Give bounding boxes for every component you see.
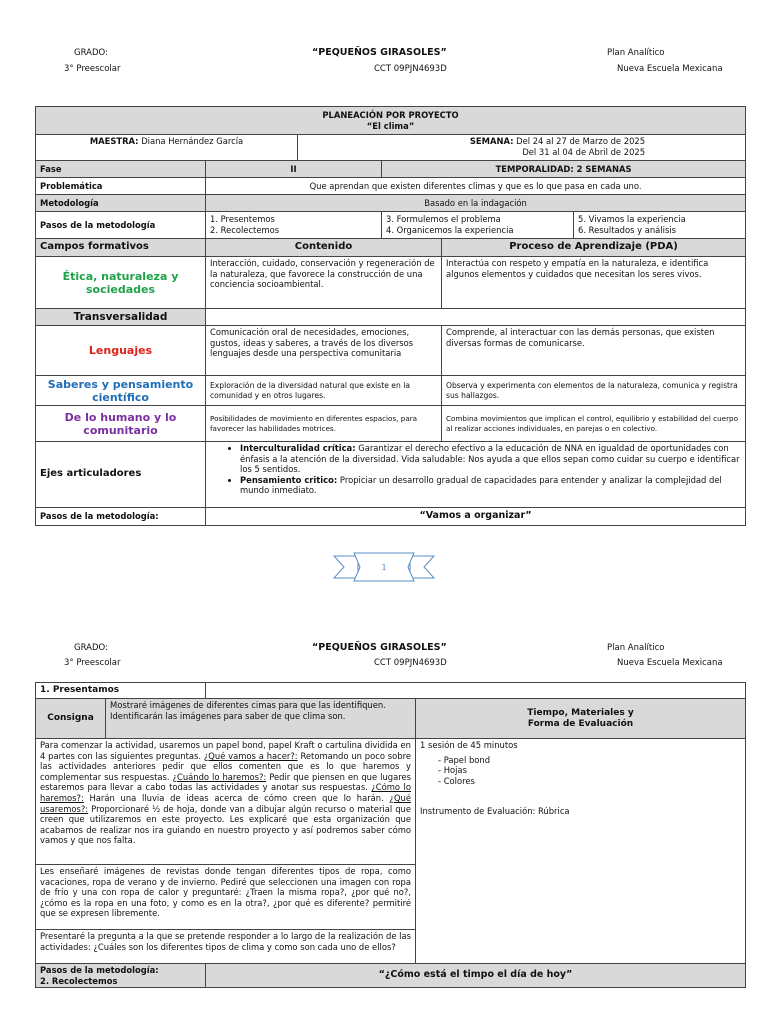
paso-3: 3. Formulemos el problema: [386, 214, 501, 225]
p1-a3: Harán una lluvia de ideas acerca de cómo creen que lo harán.: [83, 792, 384, 803]
paso-6: 6. Resultados y análisis: [578, 225, 677, 235]
plan-label-2: Plan Analítico: [607, 643, 665, 653]
eje-1-title: Interculturalidad crítica:: [240, 443, 356, 453]
maestra-label: MAESTRA:: [89, 136, 139, 146]
grado-value: 3° Preescolar: [64, 64, 121, 74]
pda-label: Proceso de Aprendizaje (PDA): [442, 239, 746, 257]
material-item: - Hojas: [438, 765, 741, 776]
campo-saberes: Saberes y pensamiento científico: [36, 376, 206, 406]
transversalidad-label: Transversalidad: [36, 309, 206, 326]
fase-label: Fase: [36, 161, 206, 178]
document-title: “PEQUEÑOS GIRASOLES”: [312, 47, 447, 58]
tiempo-line-1: Tiempo, Materiales y: [527, 707, 634, 718]
sesion-text: 1 sesión de 45 minutos: [420, 740, 518, 750]
ejes-content: [206, 442, 746, 508]
nem-label-2: Nueva Escuela Mexicana: [617, 658, 723, 668]
eje-interculturalidad: [240, 443, 741, 475]
eje-pensamiento: [240, 475, 741, 496]
cct-code-2: CCT 09PJN4693D: [374, 658, 447, 668]
actividad-paragraph-2: Les enseñaré imágenes de revistas donde tengan diferentes tipos de ropa, como vacaciones, ropa de verano y de invierno. Pediré que seleccionen una imagen con ropa de frío y una con ropa de calor y preguntaré: ¿Traen la misma ropa?, ¿por qué no?, ¿cómo es la ropa en una foto, y como es en la otra?, ¿por qué es diferente? permitiré que se expresen libremente.: [36, 865, 416, 930]
plan-label: Plan Analítico: [607, 48, 665, 58]
eje-2-title: Pensamiento critico:: [240, 474, 338, 485]
planeacion-heading: [36, 107, 746, 135]
eje-2-text: Propiciar un desarrollo gradual de capacidades para entender y analizar la complejidad del mundo inmediato.: [240, 474, 722, 496]
p1-q4: ¿Qué usaremos?:: [40, 792, 411, 814]
pasos-col-2: [382, 212, 574, 239]
page-number: 1: [381, 563, 387, 572]
consigna-label: Consigna: [36, 699, 106, 739]
paso-4: 4. Organicemos la experiencia: [386, 225, 514, 235]
consigna-text: [106, 699, 416, 739]
pda-humano: Combina movimientos que implican el control, equilibrio y estabilidad del cuerpo al realizar acciones individuales, en parejas o en colectivo.: [442, 406, 746, 442]
pasos-col-1: [206, 212, 382, 239]
pasos-final-label: Pasos de la metodología:: [36, 508, 206, 526]
p1-q1: ¿Qué vamos a hacer?:: [203, 750, 298, 761]
pasos-col-3: [574, 212, 746, 239]
p1-a1: Retomando un poco sobre las actividades anteriores pedir que ellos comenten que es lo que haremos y complementar sus respuestas.: [40, 750, 411, 782]
material-item: - Papel bond: [438, 755, 741, 766]
presentamos-empty: [206, 683, 746, 699]
grado-label: GRADO:: [74, 48, 108, 58]
materiales-list: [420, 755, 741, 787]
ribbon-icon: [332, 552, 436, 582]
p1-a2: Pedir que piensen en que lugares estaremos para llevar a cabo todas las actividades y anotar sus respuestas.: [40, 771, 411, 793]
p1-a4: Proporcionaré ½ de hoja, donde van a dibujar algún recurso o material que creen que utilizaremos en este proyecto. Les explicaré que esta organización que acabamos de realizar nos ira guiando en nuestro proyecto y así podremos saber cómo vamos y que nos falta.: [40, 803, 411, 846]
metodologia-value: Basado en la indagación: [206, 195, 746, 212]
page-header: [0, 48, 768, 88]
contenido-humano: Posibilidades de movimiento en diferentes espacios, para favorecer las habilidades motrices.: [206, 406, 442, 442]
contenido-lenguajes: Comunicación oral de necesidades, emociones, gustos, ideas y saberes, a través de los diversos lenguajes desde una perspectiva comunitaria: [206, 326, 442, 376]
p1-q2: ¿Cuándo lo haremos?:: [172, 771, 267, 782]
p1-q3: ¿Cómo lo haremos?:: [40, 782, 411, 803]
semana-line-1: Del 24 al 27 de Marzo de 2025: [516, 136, 646, 146]
maestra-cell: [36, 135, 298, 161]
paso-1: 1. Presentemos: [210, 214, 275, 225]
contenido-saberes: Exploración de la diversidad natural que existe en la comunidad y en otros lugares.: [206, 376, 442, 406]
grado-value-2: 3° Preescolar: [64, 658, 121, 668]
page-number-ribbon: [332, 552, 436, 582]
tiempo-content: [416, 739, 746, 964]
pda-saberes: Observa y experimenta con elementos de la naturaleza, comunica y registra sus hallazgos.: [442, 376, 746, 406]
campo-lenguajes: Lenguajes: [36, 326, 206, 376]
problematica-value: Que aprendan que existen diferentes climas y que es lo que pasa en cada uno.: [206, 178, 746, 195]
contenido-etica: Interacción, cuidado, conservación y regeneración de la naturaleza, que favorece la construcción de una conciencia socioambiental.: [206, 257, 442, 309]
recolectemos-value: “¿Cómo está el timpo el día de hoy”: [206, 964, 746, 988]
instrumento-text: Instrumento de Evaluación: Rúbrica: [420, 806, 570, 817]
actividad-paragraph-1: [36, 739, 416, 865]
planeacion-table: [35, 106, 746, 526]
page-2-header: [0, 643, 768, 683]
tiempo-header: [416, 699, 746, 739]
cct-code: CCT 09PJN4693D: [374, 64, 447, 74]
contenido-label: Contenido: [206, 239, 442, 257]
pasos-final-value: “Vamos a organizar”: [206, 508, 746, 526]
presentamos-label: 1. Presentamos: [36, 683, 206, 699]
metodologia-label: Metodología: [36, 195, 206, 212]
semana-label: SEMANA:: [469, 136, 514, 146]
campo-etica: Ética, naturaleza y sociedades: [36, 257, 206, 309]
pasos-recolectemos-label: [36, 964, 206, 988]
recolectemos-label: 2. Recolectemos: [40, 975, 118, 986]
problematica-label: Problemática: [36, 178, 206, 195]
maestra-value: Diana Hernández García: [141, 136, 244, 146]
material-item: - Colores: [438, 776, 741, 787]
semana-cell: [298, 135, 746, 161]
actividad-paragraph-3: Presentaré la pregunta a la que se pretende responder a lo largo de la realización de las actividades: ¿Cuáles son los diferentes tipos de clima y como son cada uno de ellos?: [36, 930, 416, 964]
fase-value: II: [206, 161, 382, 178]
pasos-label: Pasos de la metodología: [36, 212, 206, 239]
pda-lenguajes: Comprende, al interactuar con las demás personas, que existen diversas formas de comunicarse.: [442, 326, 746, 376]
paso-5: 5. Vivamos la experiencia: [578, 214, 686, 225]
temporalidad: TEMPORALIDAD: 2 SEMANAS: [382, 161, 746, 178]
nem-label: Nueva Escuela Mexicana: [617, 64, 723, 74]
campo-humano: De lo humano y lo comunitario: [36, 406, 206, 442]
eje-1-text: Garantizar el derecho efectivo a la educación de NNA en igualdad de oportunidades con énfasis a la atención de la diversidad. Vida saludable: Nos ayuda a que ellos sepan como cuidar su cuerpo e identificar los 5 sentidos.: [240, 443, 740, 475]
planeacion-heading-1: PLANEACIÓN POR PROYECTO: [322, 109, 459, 120]
pasos-label-2: Pasos de la metodología:: [40, 965, 159, 975]
pda-etica: Interactúa con respeto y empatía en la naturaleza, e identifica algunos elementos y cuidados que necesitan los seres vivos.: [442, 257, 746, 309]
consigna-line-1: Mostraré imágenes de diferentes cimas para que las identifiquen.: [110, 700, 386, 710]
p1-intro: Para comenzar la actividad, usaremos un papel bond, papel Kraft o cartulina dividida en 4 partes con las siguientes preguntas.: [40, 740, 411, 761]
grado-label-2: GRADO:: [74, 643, 108, 653]
transversalidad-empty: [206, 309, 746, 326]
planeacion-heading-2: “El clima”: [366, 120, 415, 131]
semana-line-2: Del 31 al 04 de Abril de 2025: [522, 146, 646, 157]
ejes-label: Ejes articuladores: [36, 442, 206, 508]
campos-label: Campos formativos: [36, 239, 206, 257]
ejes-list: [210, 443, 741, 496]
actividades-table: [35, 682, 746, 988]
paso-2: 2. Recolectemos: [210, 225, 280, 235]
consigna-line-2: Identificarán las imágenes para saber de que clima son.: [110, 710, 346, 721]
tiempo-line-2: Forma de Evaluación: [527, 718, 634, 729]
document-title-2: “PEQUEÑOS GIRASOLES”: [312, 642, 447, 653]
